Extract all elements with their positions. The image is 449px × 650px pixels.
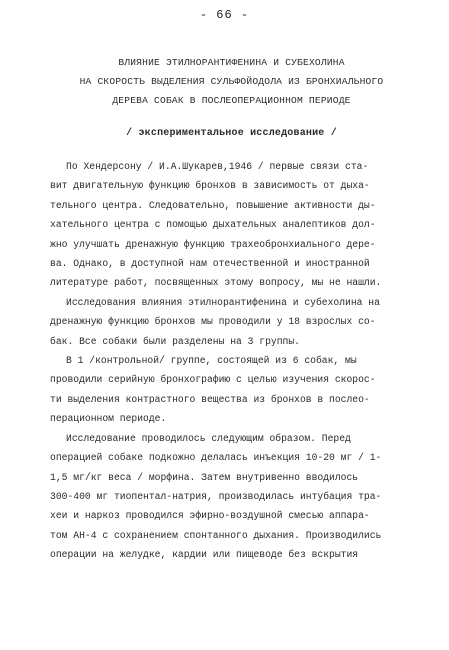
text-line: По Хендерсону / И.А.Шукарев,1946 / первые связи ста- — [66, 161, 369, 172]
text-line: Исследование проводилось следующим образом. Перед — [66, 432, 351, 444]
text-line: В 1 /контрольной/ группе, состоящей из 6 собак, мы — [66, 355, 357, 367]
text-line: том АН-4 с сохранением спонтанного дыхания. Производились — [50, 529, 382, 541]
text-line: дренажную функцию бронхов мы проводили у 18 взрослых со- — [50, 316, 376, 328]
title-line: ДЕРЕВА СОБАК В ПОСЛЕОПЕРАЦИОННОМ ПЕРИОДЕ — [112, 95, 351, 106]
text-line: тельного центра. Следовательно, повышение активности ды- — [50, 199, 376, 211]
paragraph — [50, 351, 420, 429]
paragraph — [50, 157, 420, 293]
text-line: перационном периоде. — [50, 413, 167, 425]
text-line: операции на желудке, кардии или пищеводе без вскрытия — [50, 549, 359, 561]
text-line: бак. Все собаки были разделены на 3 группы. — [50, 335, 300, 347]
document-title — [40, 53, 423, 110]
text-line: Исследования влияния этилнорантифенина и субехолина на — [66, 296, 380, 308]
document-subtitle: / экспериментальное исследование / — [126, 128, 337, 139]
text-line: жно улучшать дренажную функцию трахеобронхиального дере- — [50, 238, 376, 250]
text-line: 1,5 мг/кг веса / морфина. Затем внутривенно вводилось — [50, 471, 359, 483]
paragraph — [50, 429, 420, 565]
text-line: вит двигательную функцию бронхов в зависимость от дыха- — [50, 180, 370, 192]
text-line: операцией собаке подкожно делалась инъекция 10-20 мг / 1- — [50, 452, 382, 464]
text-line: литературе работ, посвященных этому вопросу, мы не нашли. — [50, 277, 382, 289]
text-line: хеи и наркоз проводился эфирно-воздушной смесью аппара- — [50, 510, 370, 522]
text-line: проводили серийную бронхографию с целью изучения скорос- — [50, 374, 376, 386]
text-line: 300-400 мг тиопентал-натрия, производилась интубация тра- — [50, 490, 382, 502]
title-line: ВЛИЯНИЕ ЭТИЛНОРАНТИФЕНИНА И СУБЕХОЛИНА — [118, 57, 345, 68]
text-line: хательного центра с помощью дыхательных аналептиков дол- — [50, 219, 376, 231]
text-line: ти выделения контрастного вещества из бронхов в послео- — [50, 393, 370, 405]
title-line: НА СКОРОСТЬ ВЫДЕЛЕНИЯ СУЛЬФОЙОДОЛА ИЗ БРОНХИАЛЬНОГО — [79, 76, 384, 87]
paragraph — [50, 293, 420, 351]
document-body — [50, 157, 420, 565]
page-number: - 66 - — [199, 8, 250, 22]
text-line: ва. Однако, в доступной нам отечественной и иностранной — [50, 258, 370, 270]
